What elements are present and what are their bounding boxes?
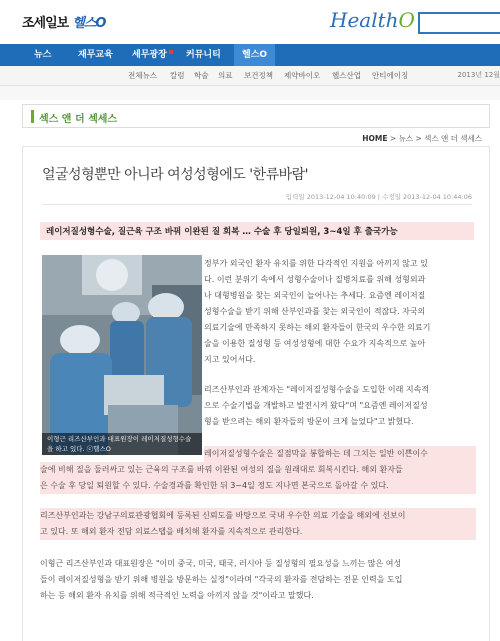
text-line: 들이 레이저질성형을 받기 위해 병원을 방문하는 실정"이라며 "각국의 환자를 전담하는 전문 인력을 도입 [40,575,403,584]
sub-nav [0,66,500,86]
text-line: 고 있다. 또 해외 환자 전담 의료스탭을 배치해 환자를 지속적으로 관리한다. [40,527,303,536]
subnav-item-health-policy[interactable]: 보건정책 [244,71,273,80]
nav-item-tax-square[interactable] [132,44,173,66]
nav-item-health-o[interactable]: 헬스O [234,44,275,66]
subnav-item-all-news[interactable]: 전체뉴스 [128,71,157,80]
paragraph-1 [204,256,476,368]
text-line: 의료기술에 만족하지 못하는 해외 환자들이 한국의 우수한 의료기 [204,323,431,332]
main-nav [0,44,500,66]
site-logo[interactable] [22,12,105,31]
subnav-date: 2013년 12월 [457,71,500,79]
breadcrumb-home[interactable]: HOME [362,134,388,143]
article-photo [42,255,202,455]
subnav-item-medical[interactable]: 의료 [218,71,233,80]
text-line: 형을 받으려는 해외 환자들의 방문이 크게 늘었다"고 밝혔다. [204,417,414,426]
health-logo-o: O [398,8,415,32]
article-meta: 입력일 2013-12-04 10:40:09 | 수정일 2013-12-04 10:44:06 [285,193,472,201]
paragraph-5 [40,556,476,604]
nav-item-tax-square-label: 세무광장 [132,50,167,60]
text-line: 지고 있어서다. [204,355,256,364]
article-sub-headline [40,222,474,240]
breadcrumb-news[interactable]: 뉴스 [398,134,414,143]
text-line: 이형근 리즈산부인과 대표원장은 "이미 중국, 미국, 태국, 러시아 등 질성형의 필요성을 느끼는 많은 여성 [40,559,402,568]
surgery-illustration [42,255,202,455]
paragraph-3-line-1: 레이저질성형수술은 질점막을 봉합하는 데 그치는 일반 이쁜이수 [204,446,476,462]
text-line: 리즈산부인과는 강남구의료관광협회에 등록된 신뢰도를 바탕으로 국내 우수한 의료 기술을 해외에 선보이 [40,511,406,520]
text-line: 은 수술 후 당일 퇴원할 수 있다. 수술경과를 확인한 뒤 3~4일 정도 지나면 본국으로 돌아갈 수 있다. [40,481,389,490]
nav-item-news[interactable]: 뉴스 [34,50,52,60]
subnav-item-pharma-bio[interactable]: 제약바이오 [284,71,321,80]
text-line: 술을 이용한 질성형 등 여성성형에 대한 수요가 지속적으로 높아 [204,339,426,348]
section-title: 섹스 앤 더 섹세스 [39,114,118,125]
text-line: 리즈산부인과 관계자는 "레이저질성형수술을 도입한 이래 지속적 [204,385,430,394]
brand-sub: 헬스O [72,16,106,31]
breadcrumb-current[interactable]: 섹스 앤 더 섹세스 [424,134,482,143]
nav-item-finance-edu[interactable]: 재무교육 [78,50,113,60]
text-line: 으로 수술기법을 개발하고 발전시켜 왔다"며 "요즘엔 레이저질성 [204,401,428,410]
photo-caption: 이형근 리즈산부인과 대표원장이 레이저질성형수술을 하고 있다. ⓒ헬스O [42,433,202,455]
subnav-item-health-industry[interactable]: 헬스산업 [332,71,361,80]
search-input[interactable] [418,12,500,34]
subnav-item-column[interactable]: 칼럼 [170,71,185,80]
divider [42,204,472,205]
new-badge-icon [169,50,173,54]
subnav-item-academic[interactable]: 학술 [194,71,209,80]
text-line: 나 대형병원을 찾는 외국인이 늘어나는 추세다. 요즘엔 레이저질 [204,291,426,300]
breadcrumb [362,133,482,144]
header [0,0,500,40]
text-line: 술에 비해 질을 둘러싸고 있는 근육의 구조를 바꿔 이완된 여성의 질을 원래대로 회복시킨다. 해외 환자들 [40,465,403,474]
section-header [22,104,490,128]
text-line: 성형수술을 받기 위해 산부인과를 찾는 외국인이 적잖다. 자국의 [204,307,426,316]
breadcrumb-sep: > [389,134,397,143]
text-line: 하는 등 해외 환자 유치를 위해 적극적인 노력을 아끼지 않을 것"이라고 말했다. [40,591,314,600]
paragraph-2 [204,382,476,430]
section-bar [31,110,34,123]
article-headline: 얼굴성형뿐만 아니라 여성성형에도 '한류바람' [42,167,309,183]
health-o-logo[interactable] [330,8,415,32]
subnav-item-anti-aging[interactable]: 안티에이징 [372,71,409,80]
text-line: 정부가 외국인 환자 유치를 위한 다각적인 지원을 아끼지 않고 있 [204,259,428,268]
nav-item-community[interactable]: 커뮤니티 [186,50,221,60]
text-line: 다. 이런 분위기 속에서 성형수술이나 질병치료를 위해 성형외과 [204,275,426,284]
health-logo-main: Health [330,8,399,32]
sub-headline-text: 레이저질성형수술, 질근육 구조 바꿔 이완된 질 회복 … 수술 후 당일퇴원, 3~4일 후 출국가능 [46,227,398,237]
brand-name: 조세일보 [22,16,69,31]
paragraph-4 [40,508,476,540]
paragraph-3-rest [40,462,476,494]
breadcrumb-sep: > [415,134,422,143]
spacer-band [0,86,500,100]
